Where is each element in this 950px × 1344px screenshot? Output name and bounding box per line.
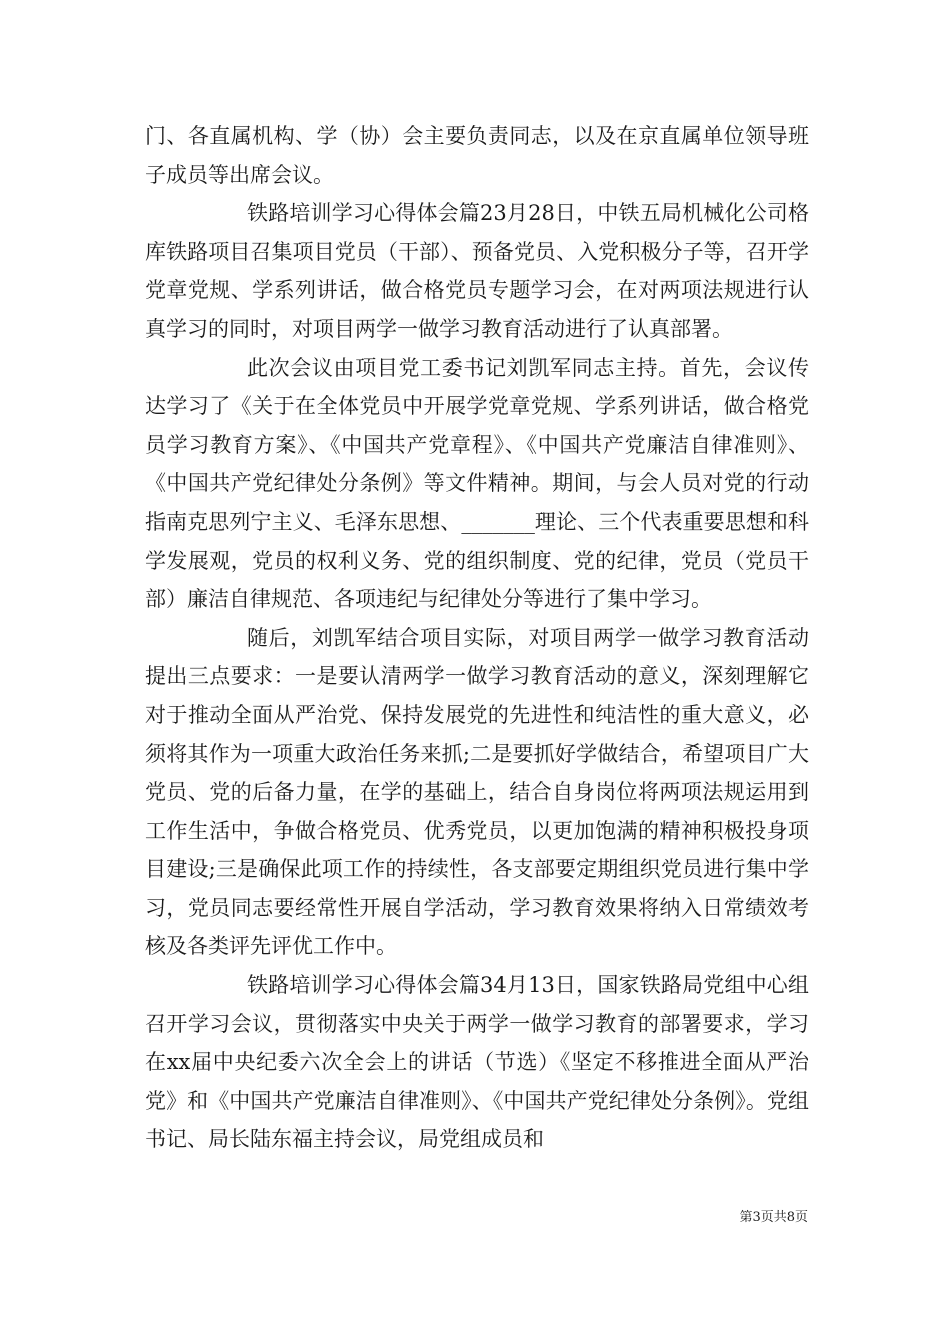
paragraph-section-3-intro: 铁路培训学习心得体会篇34月13日，国家铁路局党组中心组召开学习会议，贯彻落实中央关于两学一做学习教育的部署要求，学习在xx届中央纪委六次全会上的讲话（节选）《坚定不移推进全面从严治党》和《中国共产党廉洁自律准则》、《中国共产党纪律处分条例》。党组书记、局长陆东福主持会议，局党组成员和 xyxy=(145,973,809,1152)
document-body xyxy=(145,117,809,1159)
page-number: 第3页共8页 xyxy=(739,1210,808,1225)
paragraph-section-2-intro: 铁路培训学习心得体会篇23月28日，中铁五局机械化公司格库铁路项目召集项目党员（干部）、预备党员、入党积极分子等，召开学党章党规、学系列讲话，做合格党员专题学习会，在对两项法规进行认真学习的同时，对项目两学一做学习教育活动进行了认真部署。 xyxy=(145,201,809,341)
paragraph-three-requirements: 随后，刘凯军结合项目实际，对项目两学一做学习教育活动提出三点要求：一是要认清两学一做学习教育活动的意义，深刻理解它对于推动全面从严治党、保持发展党的先进性和纯洁性的重大意义，必须将其作为一项重大政治任务来抓;二是要抓好学做结合，希望项目广大党员、党的后备力量，在学的基础上，结合自身岗位将两项法规运用到工作生活中，争做合格党员、优秀党员，以更加饱满的精神积极投身项目建设;三是确保此项工作的持续性，各支部要定期组织党员进行集中学习，党员同志要经常性开展自学活动，学习教育效果将纳入日常绩效考核及各类评先评优工作中。 xyxy=(145,625,809,959)
paragraph-continuation: 门、各直属机构、学（协）会主要负责同志，以及在京直属单位领导班子成员等出席会议。 xyxy=(145,124,809,187)
paragraph-meeting-content: 此次会议由项目党工委书记刘凯军同志主持。首先，会议传达学习了《关于在全体党员中开展学党章党规、学系列讲话，做合格党员学习教育方案》、《中国共产党章程》、《中国共产党廉洁自律准则》、《中国共产党纪律处分条例》等文件精神。期间，与会人员对党的行动指南克思列宁主义、毛泽东思想、_______理论、三个代表重要思想和科学发展观，党员的权利义务、党的组织制度、党的纪律，党员（党员干部）廉洁自律规范、各项违纪与纪律处分等进行了集中学习。 xyxy=(145,355,809,612)
